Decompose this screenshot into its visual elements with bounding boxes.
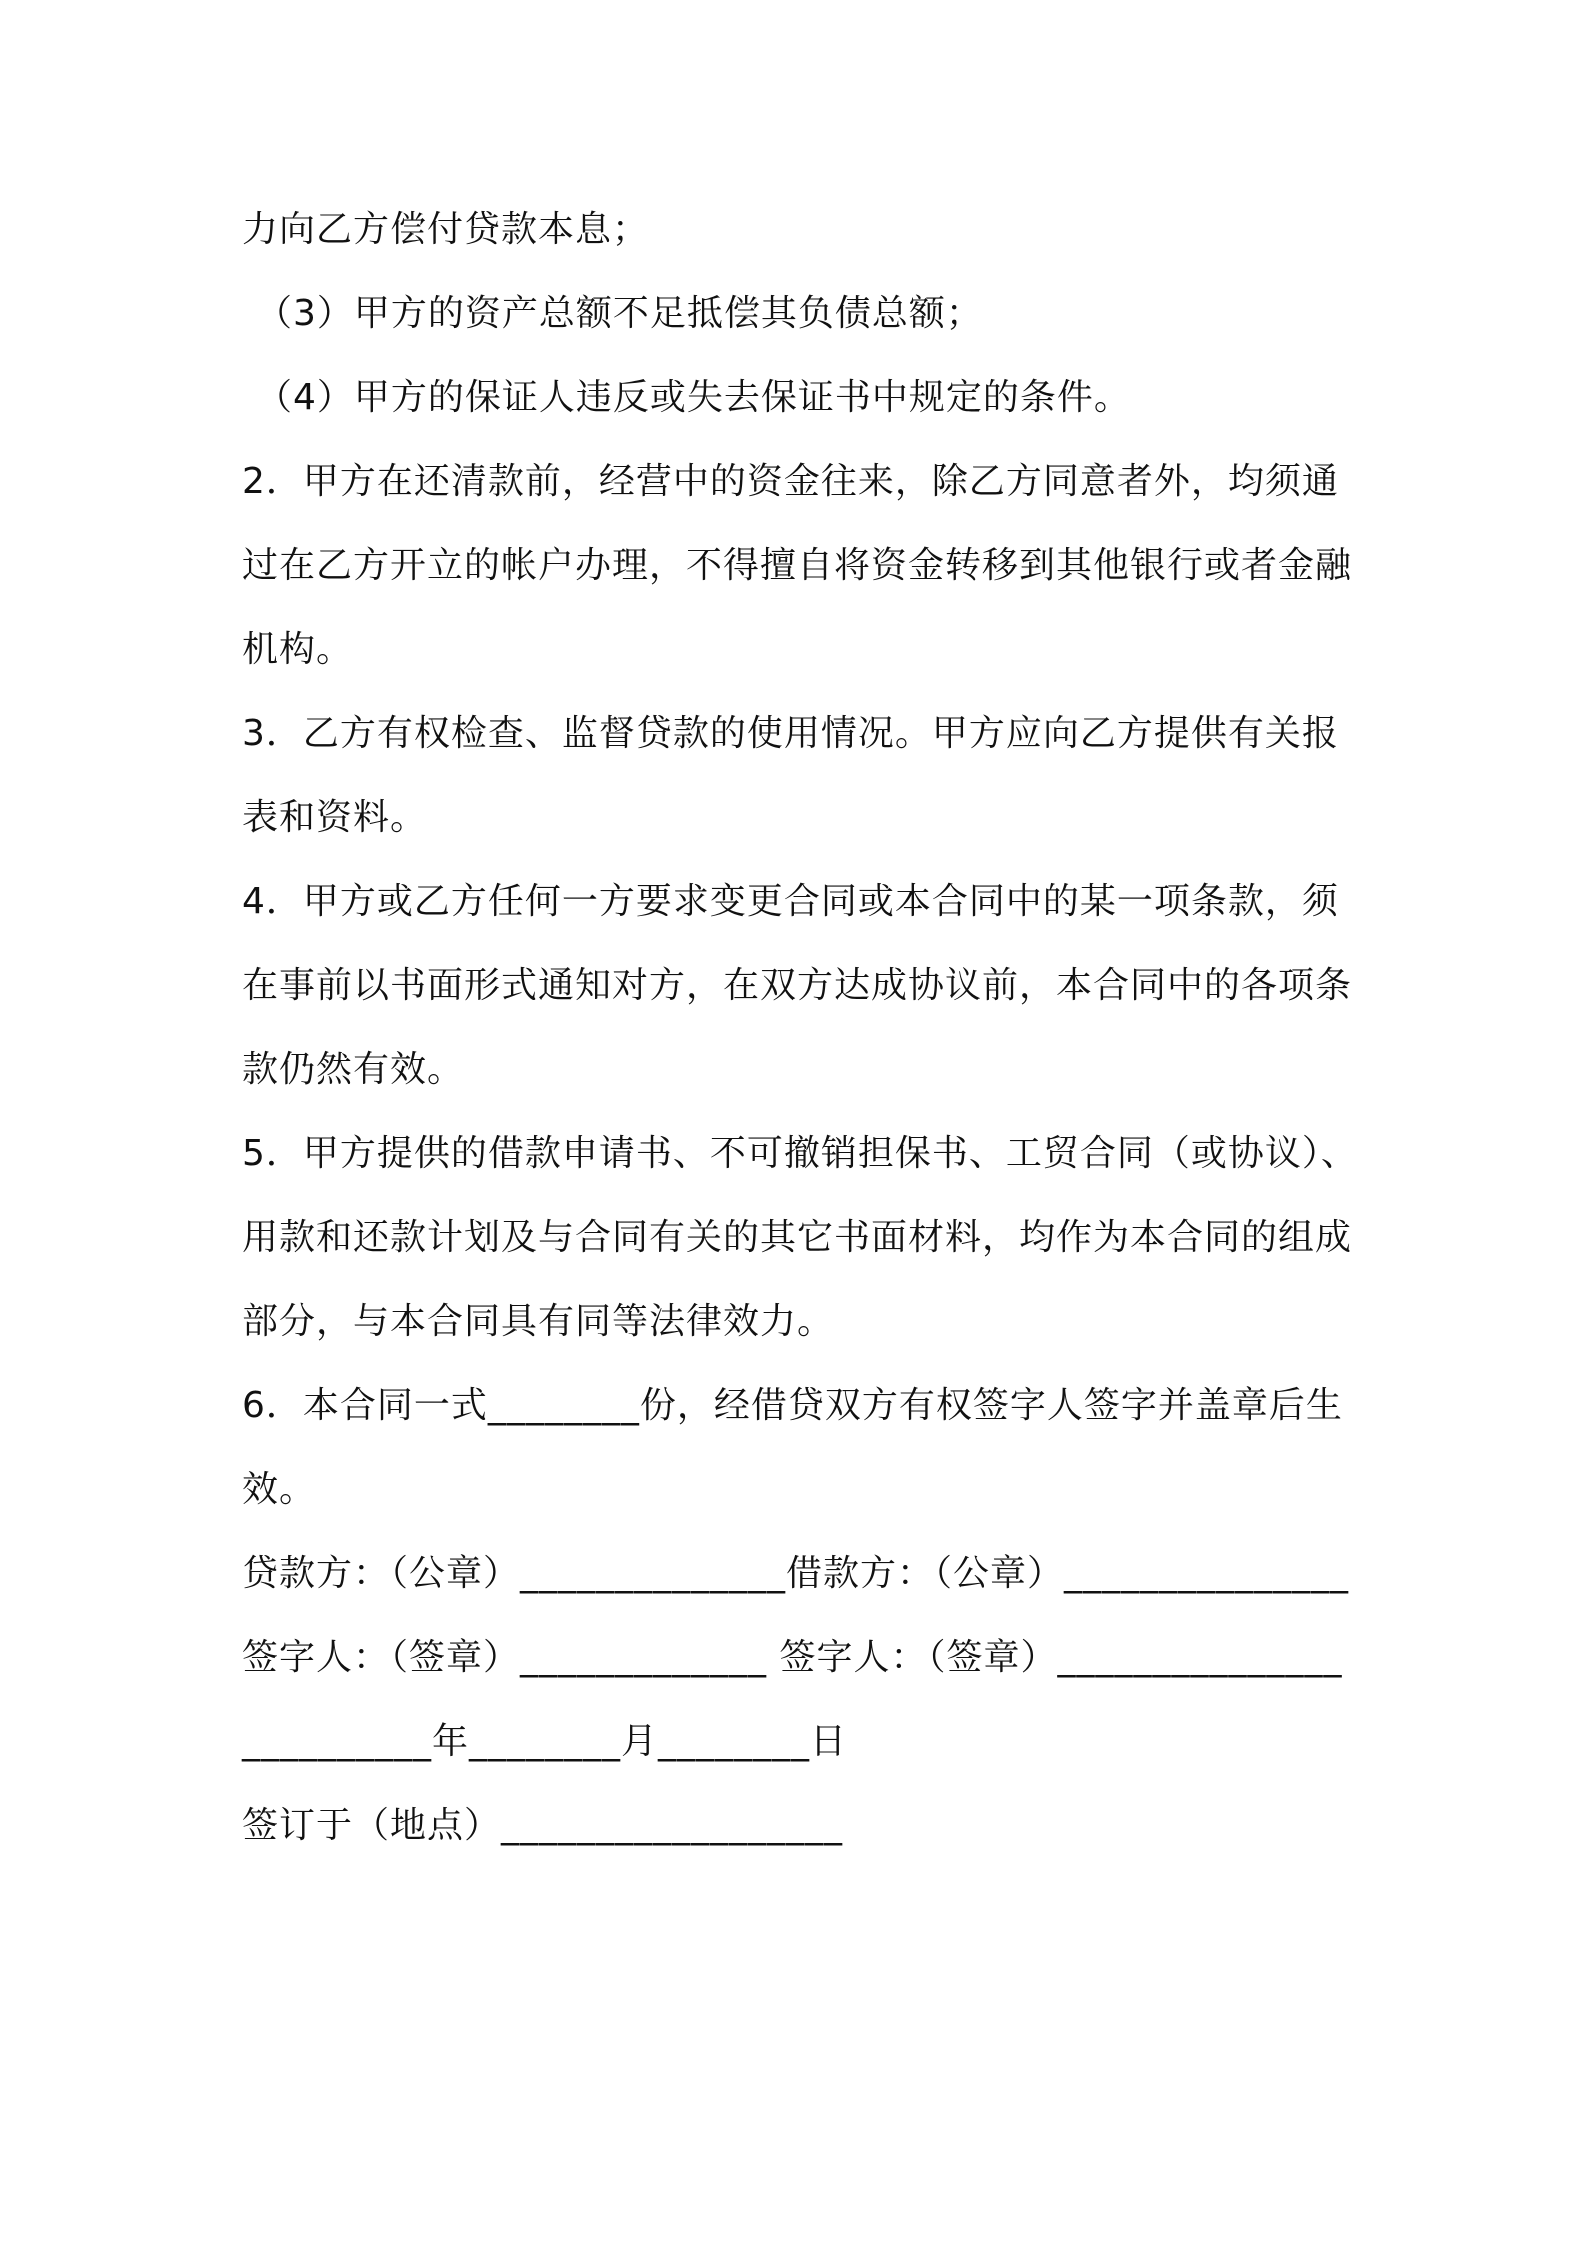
text-line: 4．甲方或乙方任何一方要求变更合同或本合同中的某一项条款，须 (242, 881, 1339, 922)
signature-line-lender: 贷款方：（公章）______________借款方：（公章）_______________ (242, 1553, 1350, 1594)
text-line: 在事前以书面形式通知对方，在双方达成协议前，本合同中的各项条 (242, 965, 1353, 1006)
text-line: 机构。 (242, 629, 354, 670)
text-line: 款仍然有效。 (242, 1049, 465, 1090)
text-line: 用款和还款计划及与合同有关的其它书面材料，均作为本合同的组成 (242, 1217, 1353, 1258)
text-line: （3）甲方的资产总额不足抵偿其负债总额； (256, 293, 983, 334)
text-line: 表和资料。 (242, 797, 428, 838)
text-line: （4）甲方的保证人违反或失去保证书中规定的条件。 (256, 377, 1131, 418)
text-line: 效。 (242, 1469, 317, 1510)
text-line: 力向乙方偿付贷款本息； (242, 209, 650, 250)
date-line: __________年________月________日 (242, 1721, 847, 1762)
text-line: 过在乙方开立的帐户办理，不得擅自将资金转移到其他银行或者金融 (242, 545, 1353, 586)
text-line: 5．甲方提供的借款申请书、不可撤销担保书、工贸合同（或协议）、 (242, 1133, 1358, 1174)
text-line: 部分，与本合同具有同等法律效力。 (242, 1301, 835, 1342)
text-line: 3．乙方有权检查、监督贷款的使用情况。甲方应向乙方提供有关报 (242, 713, 1339, 754)
place-line: 签订于（地点）__________________ (242, 1805, 844, 1846)
text-line: 6．本合同一式________份，经借贷双方有权签字人签字并盖章后生 (242, 1385, 1343, 1426)
signature-line-signatory: 签字人：（签章）_____________ 签字人：（签章）_______________ (242, 1637, 1343, 1678)
text-line: 2．甲方在还清款前，经营中的资金往来，除乙方同意者外，均须通 (242, 461, 1339, 502)
